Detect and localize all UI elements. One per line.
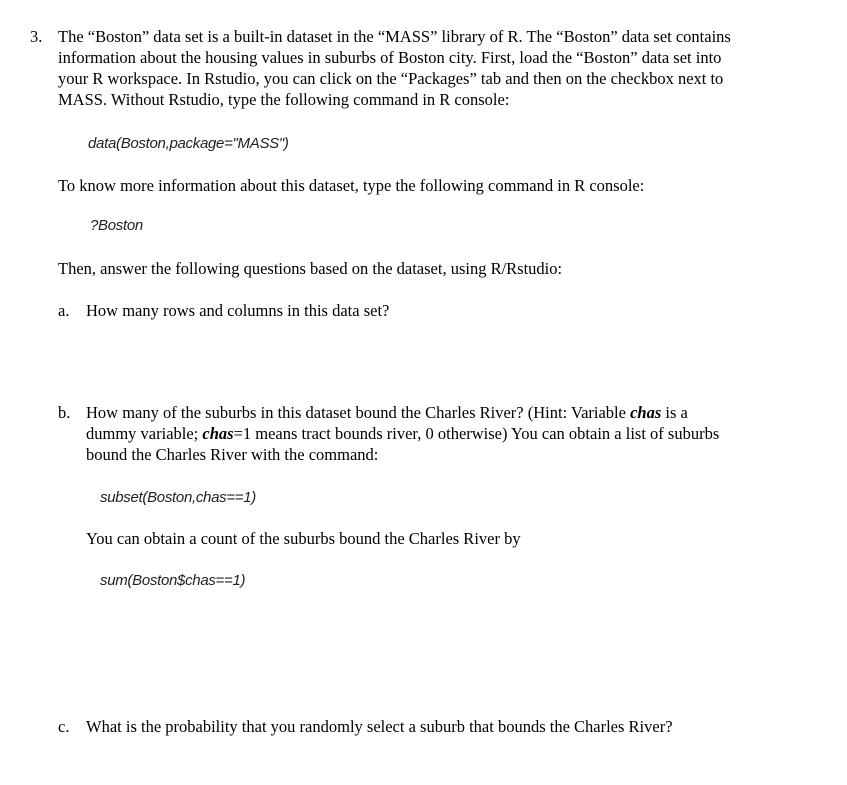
part-b-text (86, 402, 719, 465)
part-c-text: What is the probability that you randomly select a suburb that bounds the Charles River? (86, 717, 673, 736)
part-b-line: bound the Charles River with the command: (86, 445, 379, 464)
help-command: ?Boston (90, 217, 143, 234)
part-c-label: c. (58, 717, 70, 736)
count-text: You can obtain a count of the suburbs bound the Charles River by (86, 529, 521, 548)
intro-line: The “Boston” data set is a built-in dataset in the “MASS” library of R. The “Boston” data set contains (58, 27, 731, 46)
help-text: To know more information about this dataset, type the following command in R console: (58, 176, 645, 195)
question-number: 3. (30, 27, 43, 46)
text: dummy variable; (86, 424, 203, 443)
load-command: data(Boston,package="MASS") (88, 135, 289, 152)
intro-line: MASS. Without Rstudio, type the following command in R console: (58, 90, 510, 109)
question-intro (58, 26, 731, 110)
variable-name: chas (630, 403, 662, 422)
intro-line: your R workspace. In Rstudio, you can click on the “Packages” tab and then on the checkbox next to (58, 69, 724, 88)
part-b-line (86, 402, 719, 423)
intro-line: information about the housing values in suburbs of Boston city. First, load the “Boston” data set into (58, 48, 722, 67)
part-a-text: How many rows and columns in this data set? (86, 301, 390, 320)
variable-name: chas (202, 424, 234, 443)
part-b-line (86, 423, 719, 444)
text: =1 means tract bounds river, 0 otherwise) You can obtain a list of suburbs (233, 424, 720, 443)
text: is a (661, 403, 688, 422)
text: How many of the suburbs in this dataset bound the Charles River? (Hint: Variable (86, 403, 631, 422)
part-a-label: a. (58, 301, 70, 320)
part-b-label: b. (58, 403, 71, 422)
subset-command: subset(Boston,chas==1) (100, 489, 256, 506)
instructions-text: Then, answer the following questions based on the dataset, using R/Rstudio: (58, 259, 563, 278)
sum-command: sum(Boston$chas==1) (100, 572, 246, 589)
